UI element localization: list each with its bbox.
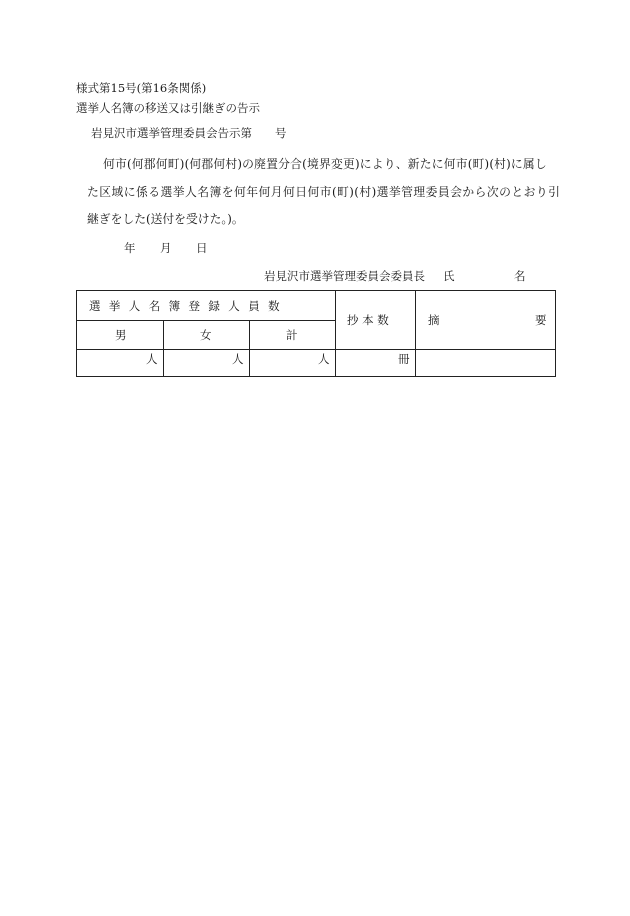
female-header: 女: [200, 328, 212, 342]
male-count-unit: 人: [146, 352, 158, 366]
summary-header: 摘: [428, 313, 440, 327]
body-paragraph-line-1: 何市(何郡何町)(何郡何村)の廃置分合(境界変更)により、新たに何市(町)(村)に属し: [103, 157, 547, 171]
male-header: 男: [115, 328, 127, 342]
table-rule: [77, 320, 335, 321]
date-month-label: 月: [160, 241, 172, 255]
date-year-label: 年: [124, 241, 136, 255]
signature-title: 岩見沢市選挙管理委員会委員長: [264, 269, 425, 283]
table-rule: [77, 349, 555, 350]
roster-table: [76, 290, 556, 377]
summary-header-end: 要: [535, 313, 547, 327]
total-header: 計: [286, 328, 298, 342]
table-rule: [415, 291, 416, 377]
table-rule: [249, 320, 250, 377]
form-header: 様式第15号(第16条関係): [76, 81, 207, 95]
body-paragraph-line-2: た区域に係る選挙人名簿を何年何月何日何市(町)(村)選挙管理委員会から次のとおり引: [87, 185, 561, 199]
table-rule: [163, 320, 164, 377]
total-count-unit: 人: [318, 352, 330, 366]
signature-name-prefix: 氏: [443, 269, 455, 283]
date-day-label: 日: [196, 241, 208, 255]
body-paragraph-line-3: 継ぎをした(送付を受けた。)。: [87, 212, 244, 226]
female-count-unit: 人: [232, 352, 244, 366]
registered-count-header: 選挙人名簿登録人員数: [89, 299, 288, 313]
copies-header: 抄 本 数: [347, 313, 389, 327]
notice-number: 岩見沢市選挙管理委員会告示第 号: [91, 126, 287, 140]
form-subject: 選挙人名簿の移送又は引継ぎの告示: [76, 101, 260, 115]
signature-name-suffix: 名: [514, 269, 526, 283]
copies-count-unit: 冊: [398, 352, 410, 366]
table-rule: [335, 291, 336, 377]
